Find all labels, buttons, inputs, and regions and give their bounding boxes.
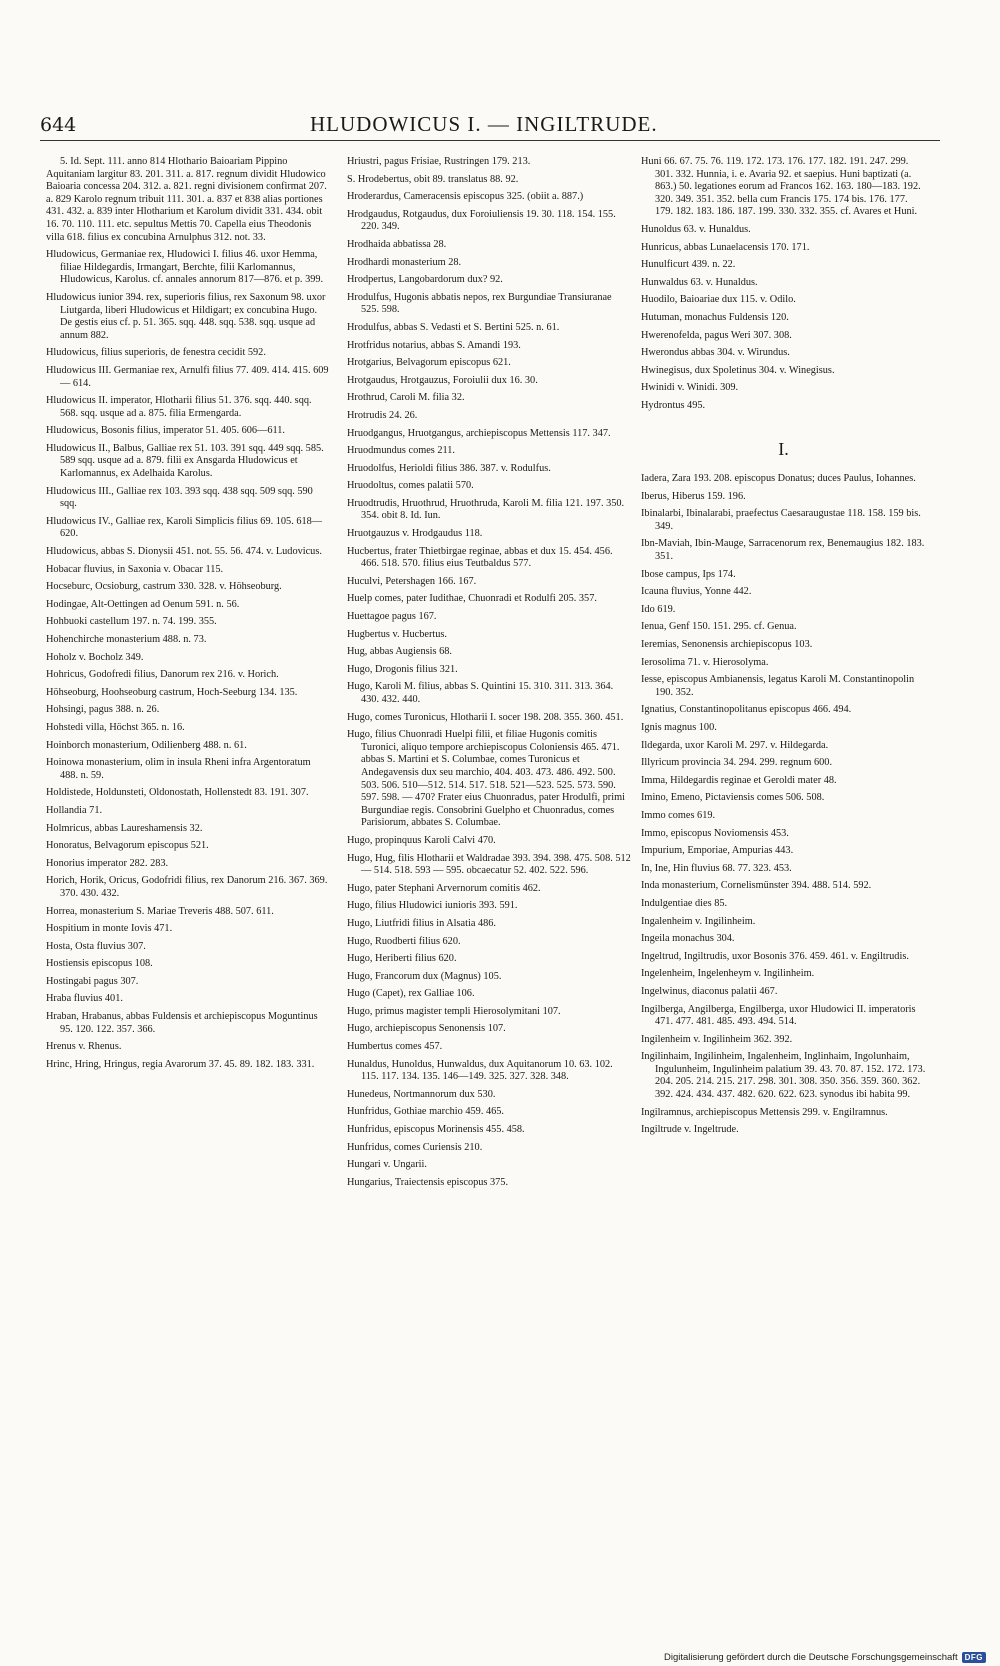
index-entry: Ingeila monachus 304. — [641, 933, 735, 945]
index-entry: Hunwaldus 63. v. Hunaldus. — [641, 276, 758, 288]
index-entry: Hugo, pater Stephani Arvernorum comitis 462. — [347, 882, 541, 894]
index-entry: Hugo, Ruodberti filius 620. — [347, 935, 461, 947]
index-entry: Hug, abbas Augiensis 68. — [347, 646, 452, 658]
index-column-3 — [641, 156, 926, 1142]
index-entry: Ingiltrude v. Ingeltrude. — [641, 1124, 739, 1136]
index-entry: Huelp comes, pater Iudithae, Chuonradi et Rodulfi 205. 357. — [347, 593, 597, 605]
index-entry: Hraba fluvius 401. — [46, 993, 123, 1005]
index-entry: Honorius imperator 282. 283. — [46, 857, 169, 869]
index-entry: Hugo, Heriberti filius 620. — [347, 953, 457, 965]
index-entry: Icauna fluvius, Yonne 442. — [641, 586, 752, 598]
index-entry: Ingelwinus, diaconus palatii 467. — [641, 985, 778, 997]
entries-after — [641, 473, 926, 1137]
index-entry: Hutuman, monachus Fuldensis 120. — [641, 311, 789, 323]
index-entry: Hucbertus, frater Thietbirgae reginae, abbas et dux 15. 454. 456. 466. 518. 570. filius eius Teutbaldus 577. — [347, 545, 613, 570]
index-entry: Honoratus, Belvagorum episcopus 521. — [46, 840, 209, 852]
index-entry: Hrotgaudus, Hrotgauzus, Foroiulii dux 16. 30. — [347, 374, 538, 386]
index-entry: Hrodpertus, Langobardorum dux? 92. — [347, 274, 503, 286]
index-entry: Ieremias, Senonensis archiepiscopus 103. — [641, 639, 813, 651]
index-entry: Hrenus v. Rhenus. — [46, 1041, 122, 1053]
index-entry: Huculvi, Petershagen 166. 167. — [347, 575, 477, 587]
index-entry: Hugbertus v. Hucbertus. — [347, 628, 447, 640]
index-entry: Ignis magnus 100. — [641, 722, 717, 733]
index-entry: Hrotgarius, Belvagorum episcopus 621. — [347, 357, 511, 369]
index-entry: Hobacar fluvius, in Saxonia v. Obacar 115. — [46, 563, 224, 575]
index-entry: Hroderardus, Cameracensis episcopus 325. (obiit a. 887.) — [347, 191, 584, 203]
index-entry: Hrotrudis 24. 26. — [347, 409, 418, 421]
index-entry: Hodingae, Alt-Oettingen ad Oenum 591. n. 56. — [46, 598, 240, 610]
index-entry: Hugo, archiepiscopus Senonensis 107. — [347, 1023, 506, 1035]
index-entry: Hunoldus 63. v. Hunaldus. — [641, 223, 751, 235]
index-entry: Hydrontus 495. — [641, 399, 706, 411]
index-entry: Hunfridus, comes Curiensis 210. — [347, 1141, 483, 1153]
index-entry: Hoholz v. Bocholz 349. — [46, 651, 144, 663]
index-entry: Hruodoltus, comes palatii 570. — [347, 480, 474, 492]
index-entry: Hludowicus II. imperator, Hlotharii filius 51. 376. sqq. 440. sqq. 568. sqq. usque ad a. 875. filia Ermengarda. — [46, 395, 312, 419]
index-entry: Hruodtrudis, Hruothrud, Hruothruda, Karoli M. filia 121. 197. 350. 354. obit 8. Id. Iun. — [347, 497, 625, 522]
index-entry: Hollandia 71. — [46, 804, 103, 816]
index-entry: Ingalenheim v. Ingilinheim. — [641, 915, 756, 927]
index-entry: Hugo, filius Chuonradi Huelpi filii, et filiae Hugonis comitis Turonici, aliquo tempore archiepiscopus Coloniensis 465. 471. abbas S. Martini et S. Columbae, comes Turonicus et Andegavensis dux seu marchio, 404. 403. 473. 486. 492. 500. 503. 506. 510—512. 514. 517. 518. 521—523. 525. 573. 590. 597. 598. — 470? Frater eius Chuonradus, pater Hrodulfi, primi Burgundiae regis. Consobrini Guelpho et Chuonradus, comes Parisiorum, abbates S. Columbae. — [347, 729, 625, 829]
index-entry: Holdistede, Holdunsteti, Oldonostath, Hollenstedt 83. 191. 307. — [46, 787, 309, 799]
index-entry: Hugo, Drogonis filius 321. — [347, 663, 458, 675]
index-entry: Hludowicus iunior 394. rex, superioris filius, rex Saxonum 98. uxor Liutgarda, liberi Hludowicus et Hildigart; ex concubina Hugo. De gestis eius cf. p. 51. 365. sqq. 448. sqq. 538. sqq. usque ad annum 882. — [46, 291, 326, 341]
index-entry: Iesse, episcopus Ambianensis, legatus Karoli M. Constantinopolin 190. 352. — [641, 674, 915, 698]
footer-text: Digitalisierung gefördert durch die Deutsche Forschungsgemeinschaft — [664, 1652, 958, 1663]
index-entry: Hunfridus, Gothiae marchio 459. 465. — [347, 1106, 504, 1118]
index-entry: Ingilberga, Angilberga, Engilberga, uxor Hludowici II. imperatoris 471. 477. 481. 485. 493. 494. 514. — [641, 1003, 916, 1028]
entries-before — [641, 156, 926, 413]
index-entry: Hruodgangus, Hruotgangus, archiepiscopus Mettensis 117. 347. — [347, 427, 611, 439]
index-entry: Huettagoe pagus 167. — [347, 611, 437, 623]
index-entry: Hugo, Liutfridi filius in Alsatia 486. — [347, 917, 497, 929]
index-entry: Hunulficurt 439. n. 22. — [641, 259, 736, 271]
index-entry: Ingilenheim v. Ingilinheim 362. 392. — [641, 1033, 793, 1045]
index-entry: Ignatius, Constantinopolitanus episcopus 466. 494. — [641, 704, 852, 716]
index-entry: Huni 66. 67. 75. 76. 119. 172. 173. 176. 177. 182. 191. 247. 299. 301. 332. Hunnia, i. e. Avaria 92. et saepius. Huni baptizati (a. 863.) 50. legationes eorum ad Francos 162. 163. 180—183. 192. 320. 349. 351. 352. bella cum Francis 175. 174 bis. 176. 177. 179. 182. 183. 186. 187. 199. 330. 332. 355. cf. Avares et Huni. — [641, 156, 921, 218]
index-entry: Hrodulfus, Hugonis abbatis nepos, rex Burgundiae Transiuranae 525. 598. — [347, 291, 612, 316]
index-entry: Hugo, Hug, filis Hlotharii et Waldradae 393. 394. 398. 475. 508. 512 — 514. 518. 593 — 595. obcaecatur 52. 402. 522. 596. — [347, 852, 631, 877]
index-entry: Hohbuoki castellum 197. n. 74. 199. 355. — [46, 616, 217, 628]
index-entry: Hohricus, Godofredi filius, Danorum rex 216. v. Horich. — [46, 669, 279, 681]
index-entry: Hunedeus, Nortmannorum dux 530. — [347, 1088, 496, 1100]
index-entry: Hrinc, Hring, Hringus, regia Avarorum 37. 45. 89. 182. 183. 331. — [46, 1058, 315, 1070]
index-entry: Hwinidi v. Winidi. 309. — [641, 382, 739, 394]
index-entry: Ingilramnus, archiepiscopus Mettensis 299. v. Engilramnus. — [641, 1106, 888, 1118]
running-head: HLUDOWICUS I. — INGILTRUDE. — [310, 112, 658, 136]
index-entry: Hwinegisus, dux Spoletinus 304. v. Winegisus. — [641, 364, 835, 376]
index-entry: Hludowicus, Bosonis filius, imperator 51. 405. 606—611. — [46, 425, 286, 437]
index-entry: Hruodolfus, Herioldi filius 386. 387. v. Rodulfus. — [347, 462, 551, 474]
index-entry: Hostingabi pagus 307. — [46, 975, 139, 987]
header-rule — [40, 140, 940, 141]
index-entry: Hludowicus II., Balbus, Galliae rex 51. 103. 391 sqq. 449 sqq. 585. 589 sqq. usque ad a. 879. filii ex Ansgarda Hludowicus et Karlomannus, ex Adelhaida Karolus. — [46, 442, 324, 480]
index-entry: Hrodgaudus, Rotgaudus, dux Foroiuliensis 19. 30. 118. 154. 155. 220. 349. — [347, 208, 616, 233]
index-entry: Hrothrud, Caroli M. filia 32. — [347, 392, 465, 404]
index-entry: Imino, Emeno, Pictaviensis comes 506. 508. — [641, 792, 825, 804]
index-entry: Impurium, Emporiae, Ampurias 443. — [641, 845, 794, 857]
index-entry: Hrotfridus notarius, abbas S. Amandi 193. — [347, 339, 521, 351]
index-entry: Horrea, monasterium S. Mariae Treveris 488. 507. 611. — [46, 905, 274, 917]
page-number: 644 — [40, 114, 77, 136]
index-entry: Hrodulfus, abbas S. Vedasti et S. Bertini 525. n. 61. — [347, 321, 560, 333]
index-entry: Hostiensis episcopus 108. — [46, 958, 153, 970]
index-entry: Hugo, Francorum dux (Magnus) 105. — [347, 970, 502, 982]
index-entry: Hludowicus III. Germaniae rex, Arnulfi filius 77. 409. 414. 415. 609 — 614. — [46, 364, 329, 389]
index-entry: Hruodmundus comes 211. — [347, 445, 456, 457]
index-entry: Hunfridus, episcopus Morinensis 455. 458. — [347, 1124, 525, 1136]
index-entry: Illyricum provincia 34. 294. 299. regnum 600. — [641, 757, 833, 769]
index-entry: Ierosolima 71. v. Hierosolyma. — [641, 656, 769, 668]
index-entry: Immo, episcopus Noviomensis 453. — [641, 827, 789, 839]
index-entry: Hludowicus, abbas S. Dionysii 451. not. 55. 56. 474. v. Ludovicus. — [46, 546, 322, 558]
index-entry: Hugo, propinquus Karoli Calvi 470. — [347, 834, 496, 846]
index-entry: Ildegarda, uxor Karoli M. 297. v. Hildegarda. — [641, 739, 829, 751]
index-entry: Holmricus, abbas Laureshamensis 32. — [46, 822, 203, 834]
index-entry: Ingelenheim, Ingelenheym v. Ingilinheim. — [641, 968, 815, 980]
index-entry: Inda monasterium, Cornelismünster 394. 488. 514. 592. — [641, 880, 872, 892]
index-entry: Hocseburc, Ocsioburg, castrum 330. 328. v. Höhseoburg. — [46, 581, 282, 593]
index-entry: Hunricus, abbas Lunaelacensis 170. 171. — [641, 241, 810, 253]
index-entry: 5. Id. Sept. 111. anno 814 Hlothario Baioariam Pippino Aquitaniam largitur 83. 201. 311. a. 817. regnum dividit Hludowico Baioaria concessa 204. 312. a. 821. regni divisionem confirmat 207. a. 829 Karolo regnum tribuit 111. 301. a. 837 et 838 alias portiones 431. 432. a. 839 inter Hlotharium et Karolum dividit 331. 434. obit 16. 70. 110. 111. etc. sepultus Mettis 70. Capella eius Theodonis villa 618. filius ex concubina Arnulphus 312. not. 33. — [46, 156, 327, 243]
index-entry: Huodilo, Baioariae dux 115. v. Odilo. — [641, 294, 796, 306]
index-entry: Hriustri, pagus Frisiae, Rustringen 179. 213. — [347, 156, 531, 167]
index-entry: S. Hrodebertus, obit 89. translatus 88. 92. — [347, 173, 519, 185]
index-entry: Indulgentiae dies 85. — [641, 897, 728, 909]
index-entry: Hohsingi, pagus 388. n. 26. — [46, 704, 160, 716]
index-entry: Hludowicus, Germaniae rex, Hludowici I. filius 46. uxor Hemma, filiae Hildegardis, Irmangart, Berchte, filii Karlomannus, Hludowicus, Karolus. cf. annales annorum 817—876. et p. 399. — [46, 249, 324, 286]
index-entry: Hugo, comes Turonicus, Hlotharii I. socer 198. 208. 355. 360. 451. — [347, 711, 624, 723]
index-entry: In, Ine, Hin fluvius 68. 77. 323. 453. — [641, 862, 792, 874]
index-entry: Iadera, Zara 193. 208. episcopus Donatus; duces Paulus, Iohannes. — [641, 473, 916, 485]
index-entry: Hosta, Osta fluvius 307. — [46, 940, 146, 952]
index-entry: Hungarius, Traiectensis episcopus 375. — [347, 1176, 509, 1188]
dfg-logo: DFG — [962, 1652, 986, 1663]
index-entry: Hludowicus, filius superioris, de fenestra cecidit 592. — [46, 347, 266, 359]
index-entry: Hoinowa monasterium, olim in insula Rheni infra Argentoratum 488. n. 59. — [46, 757, 311, 781]
index-entry: Humbertus comes 457. — [347, 1041, 443, 1053]
index-entry: Hohenchirche monasterium 488. n. 73. — [46, 634, 207, 645]
index-entry: Hwerondus abbas 304. v. Wirundus. — [641, 347, 790, 359]
index-entry: Hugo, filius Hludowici iunioris 393. 591. — [347, 900, 518, 912]
index-entry: Hruotgauzus v. Hrodgaudus 118. — [347, 528, 483, 540]
footer — [664, 1652, 986, 1663]
index-entry: Immo comes 619. — [641, 809, 716, 821]
index-column-1 — [46, 156, 331, 1076]
index-entry: Hugo, primus magister templi Hierosolymitani 107. — [347, 1005, 561, 1017]
index-entry: Hohstedi villa, Höchst 365. n. 16. — [46, 721, 185, 733]
index-entry: Hugo, Karoli M. filius, abbas S. Quintini 15. 310. 311. 313. 364. 430. 432. 440. — [347, 681, 614, 705]
index-entry: Ienua, Genf 150. 151. 295. cf. Genua. — [641, 621, 797, 633]
index-entry: Ibinalarbi, Ibinalarabi, praefectus Caesaraugustae 118. 158. 159 bis. 349. — [641, 508, 921, 532]
index-entry: Hwerenofelda, pagus Weri 307. 308. — [641, 329, 792, 341]
index-entry: Hraban, Hrabanus, abbas Fuldensis et archiepiscopus Moguntinus 95. 120. 122. 357. 366. — [46, 1011, 318, 1035]
index-entry: Ido 619. — [641, 603, 676, 615]
index-entry: Iberus, Hiberus 159. 196. — [641, 490, 746, 502]
index-entry: Ingeltrud, Ingiltrudis, uxor Bosonis 376. 459. 461. v. Engiltrudis. — [641, 950, 909, 962]
index-entry: Ingilinhaim, Ingilinheim, Ingalenheim, Inglinhaim, Ingolunhaim, Ingulunheim, Ingulinheim palatium 39. 43. 70. 87. 152. 172. 173. 204. 205. 214. 215. 217. 298. 301. 308. 350. 356. 359. 360. 362. 392. 424. 434. 437. 482. 620. 622. 623. synodus ibi habita 99. — [641, 1051, 926, 1101]
index-entry: Hrodhardi monasterium 28. — [347, 256, 462, 268]
section-letter-i: I. — [778, 438, 789, 459]
index-entry: Hrodhaida abbatissa 28. — [347, 238, 447, 250]
index-entry: Hludowicus III., Galliae rex 103. 393 sqq. 438 sqq. 509 sqq. 590 sqq. — [46, 485, 313, 510]
index-entry: Horich, Horik, Oricus, Godofridi filius, rex Danorum 216. 367. 369. 370. 430. 432. — [46, 875, 328, 899]
index-entry: Hugo (Capet), rex Galliae 106. — [347, 988, 475, 1000]
index-entry: Hoinborch monasterium, Odilienberg 488. n. 61. — [46, 739, 247, 751]
index-entry: Ibn-Maviah, Ibin-Mauge, Sarracenorum rex, Benemaugius 182. 183. 351. — [641, 538, 925, 563]
index-entry: Imma, Hildegardis reginae et Geroldi mater 48. — [641, 774, 837, 786]
index-entry: Hunaldus, Hunoldus, Hunwaldus, dux Aquitanorum 10. 63. 102. 115. 117. 134. 135. 146—149. 325. 327. 328. 348. — [347, 1058, 613, 1083]
index-entry: Höhseoburg, Hoohseoburg castrum, Hoch-Seeburg 134. 135. — [46, 686, 298, 698]
index-entry: Ibose campus, Ips 174. — [641, 568, 736, 580]
index-column-2 — [347, 156, 632, 1194]
index-entry: Hospitium in monte Iovis 471. — [46, 923, 173, 935]
index-entry: Hungari v. Ungarii. — [347, 1159, 427, 1171]
index-entry: Hludowicus IV., Galliae rex, Karoli Simplicis filius 69. 105. 618—620. — [46, 515, 323, 540]
